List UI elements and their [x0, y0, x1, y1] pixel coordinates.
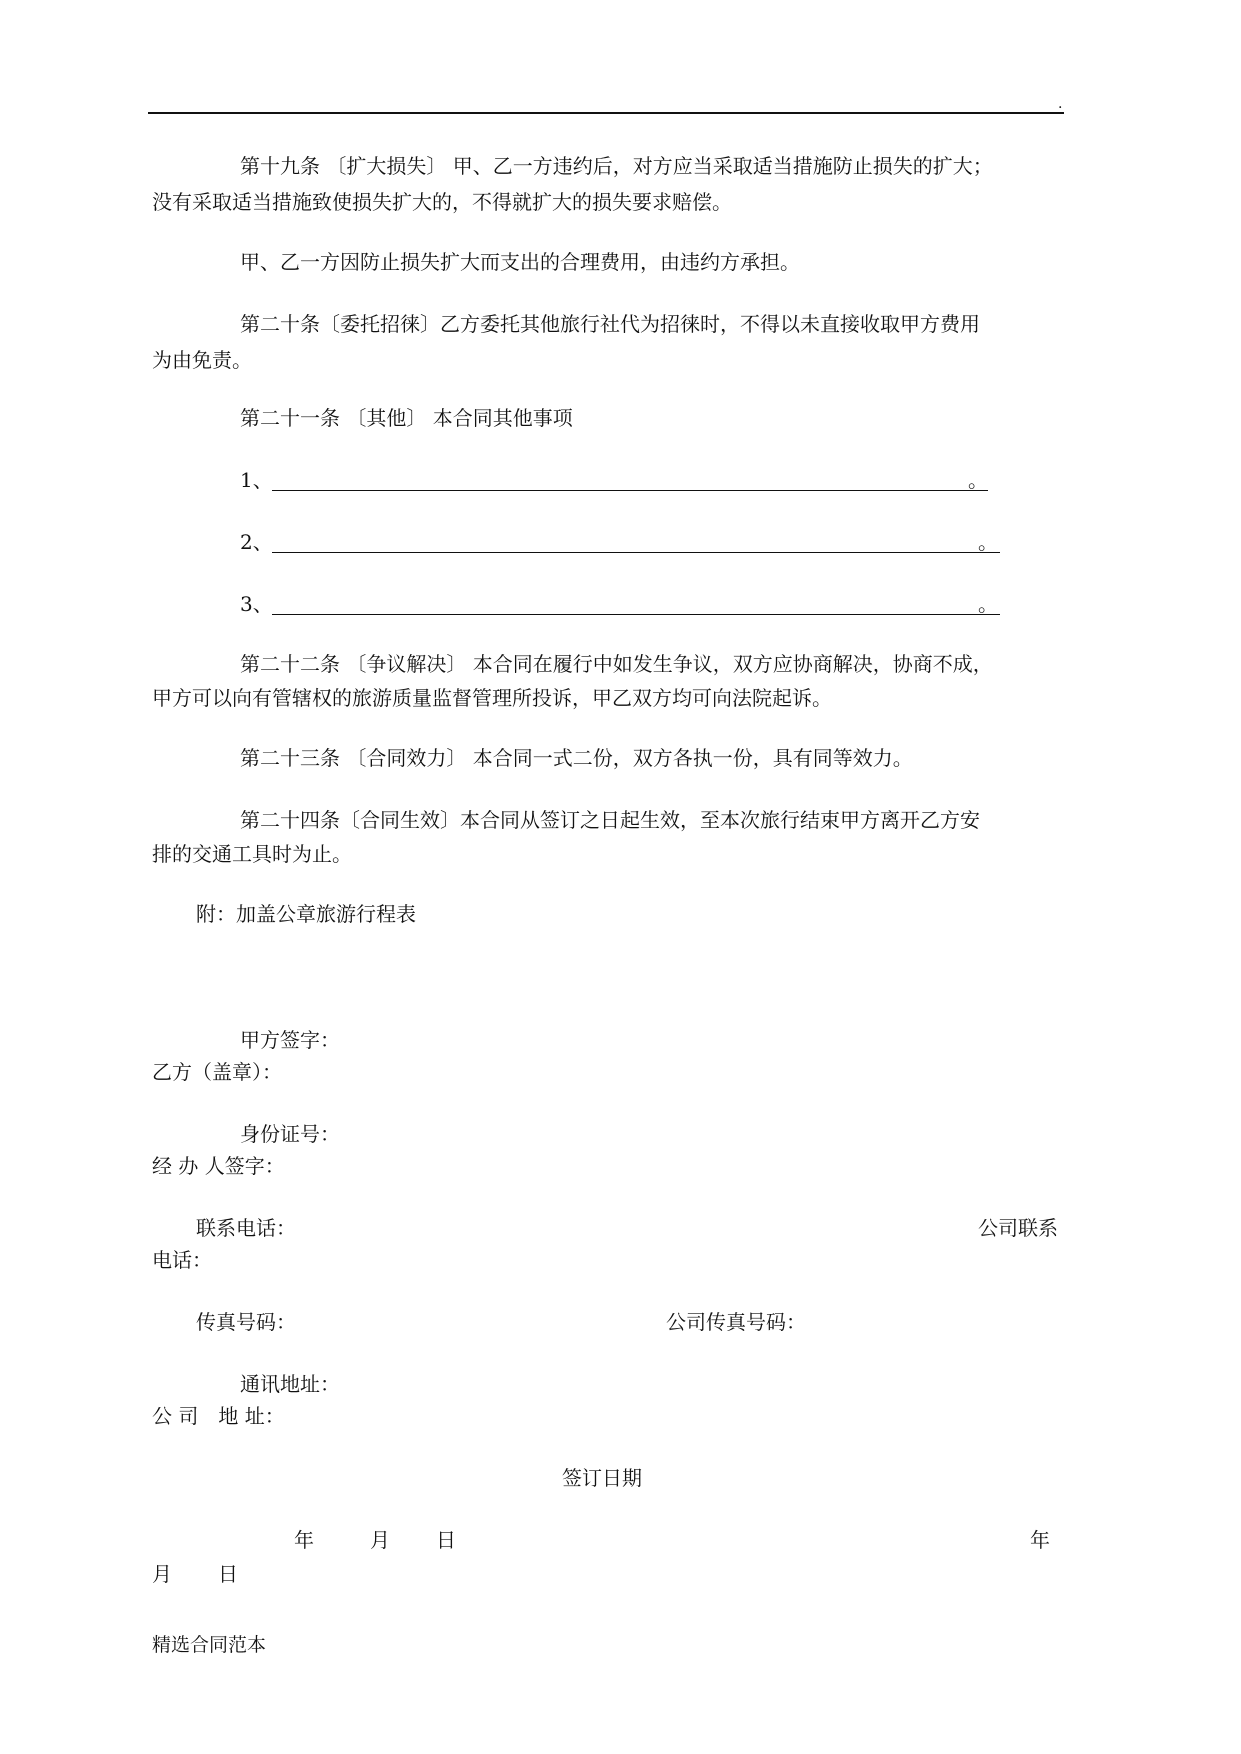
article-22-line-2: 甲方可以向有管辖权的旅游质量监督管理所投诉，甲乙双方均可向法院起诉。: [152, 686, 832, 710]
date-month-party-a: 月: [370, 1528, 390, 1552]
item-3-end: 。: [978, 592, 998, 616]
article-19-line-1: 第十九条 〔扩大损失〕 甲、乙一方违约后，对方应当采取适当措施防止损失的扩大；: [240, 154, 993, 178]
company-phone-label-part-2: 电话：: [152, 1248, 212, 1272]
item-2-blank-line: [272, 552, 1000, 553]
fax-label: 传真号码：: [196, 1310, 296, 1334]
footer-text: 精选合同范本: [152, 1634, 267, 1656]
agent-signature-label: 经 办 人签字：: [152, 1154, 285, 1178]
article-22-line-1: 第二十二条 〔争议解决〕 本合同在履行中如发生争议，双方应协商解决，协商不成，: [240, 652, 993, 676]
article-19-line-2: 没有采取适当措施致使损失扩大的，不得就扩大的损失要求赔偿。: [152, 190, 732, 214]
article-20-line-1: 第二十条〔委托招徕〕乙方委托其他旅行社代为招徕时，不得以未直接收取甲方费用: [240, 312, 980, 336]
attachment-note: 附：加盖公章旅游行程表: [196, 902, 416, 926]
company-phone-label-part-1: 公司联系: [978, 1216, 1058, 1240]
header-rule: [148, 112, 1064, 114]
header-mark: .: [1058, 96, 1063, 112]
article-21: 第二十一条 〔其他〕 本合同其他事项: [240, 406, 573, 430]
party-b-seal-label: 乙方（盖章）：: [152, 1060, 282, 1084]
signing-date-label: 签订日期: [562, 1466, 642, 1490]
date-year-party-b: 年: [1030, 1528, 1050, 1552]
item-2-end: 。: [978, 530, 998, 554]
article-23: 第二十三条 〔合同效力〕 本合同一式二份，双方各执一份，具有同等效力。: [240, 746, 913, 770]
party-a-signature-label: 甲方签字：: [240, 1028, 340, 1052]
article-19-paragraph-2: 甲、乙一方因防止损失扩大而支出的合理费用，由违约方承担。: [240, 250, 800, 274]
company-address-label: 公 司 地 址：: [152, 1404, 285, 1428]
date-day-party-b: 日: [218, 1562, 238, 1586]
phone-label: 联系电话：: [196, 1216, 296, 1240]
article-24-line-1: 第二十四条〔合同生效〕本合同从签订之日起生效，至本次旅行结束甲方离开乙方安: [240, 808, 980, 832]
company-fax-label: 公司传真号码：: [666, 1310, 806, 1334]
article-24-line-2: 排的交通工具时为止。: [152, 842, 352, 866]
address-label: 通讯地址：: [240, 1372, 340, 1396]
item-2-number: 2、: [240, 530, 273, 554]
date-day-party-a: 日: [436, 1528, 456, 1552]
item-3-number: 3、: [240, 592, 273, 616]
article-20-line-2: 为由免责。: [152, 348, 252, 372]
date-month-party-b: 月: [152, 1562, 172, 1586]
date-year-party-a: 年: [294, 1528, 314, 1552]
id-number-label: 身份证号：: [240, 1122, 340, 1146]
item-1-number: 1、: [240, 468, 273, 492]
item-1-blank-line: [272, 490, 988, 491]
item-3-blank-line: [272, 614, 1000, 615]
item-1-end: 。: [968, 468, 988, 492]
